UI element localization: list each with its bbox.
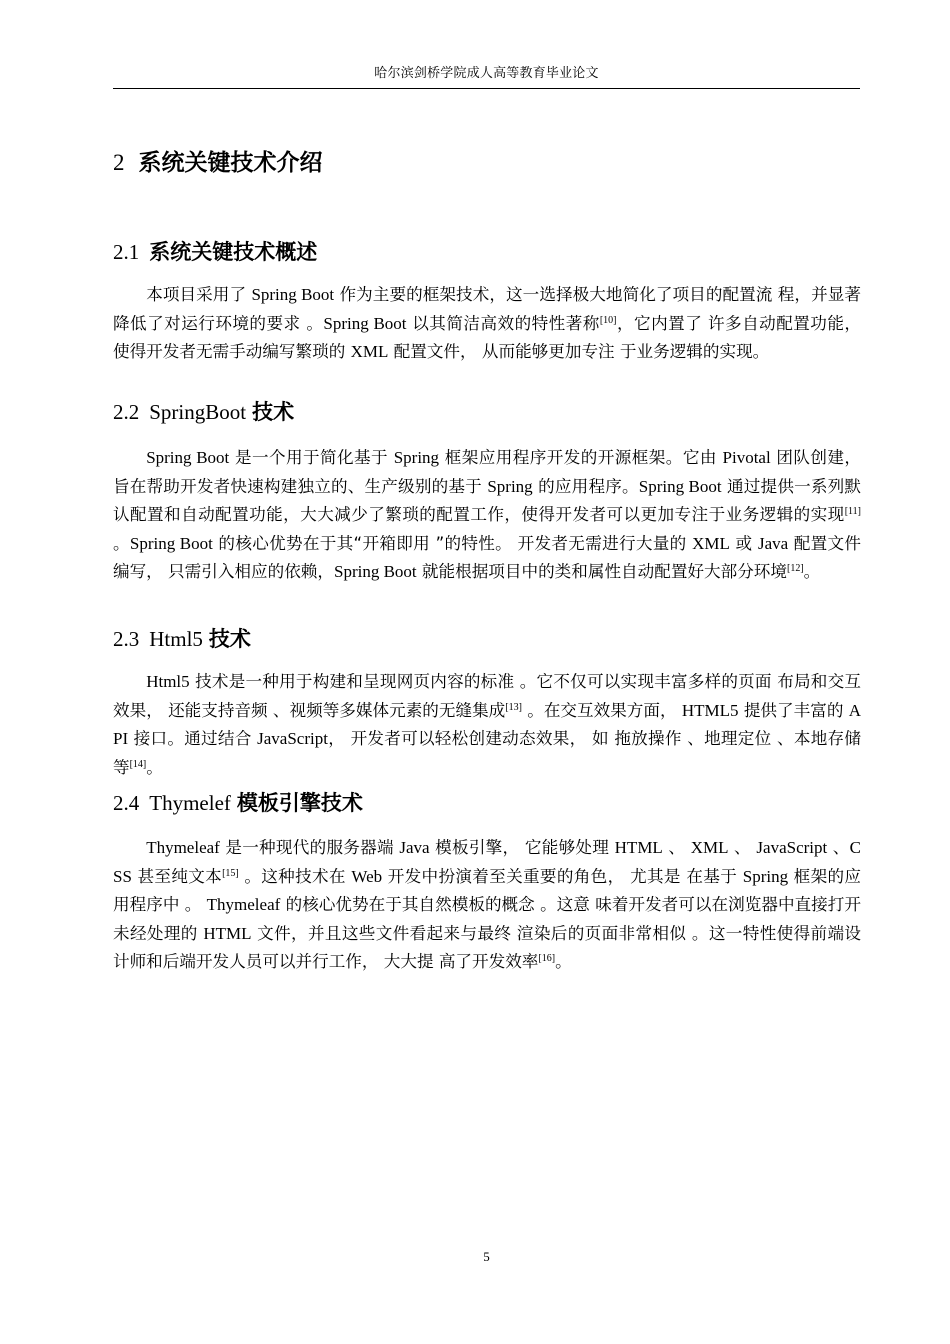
text-run: 的应用程序。 [532, 476, 639, 496]
text-run: 。 [113, 533, 130, 553]
text-run: 、 [827, 838, 850, 857]
paragraph-2-4 [113, 834, 861, 977]
latin-term: JavaScript [756, 838, 828, 857]
text-run: ， 开发者可以轻松创建动态效果， 如 拖放操作 、地理定位 、本地存储等 [113, 729, 861, 777]
text-run: 模板引擎， 它能够处理 [429, 838, 615, 857]
chapter-title [113, 147, 323, 179]
page-number: 5 [483, 1249, 490, 1264]
citation-ref: [12] [787, 563, 804, 575]
paragraph-2-1 [113, 281, 861, 367]
citation-ref: [13] [505, 701, 522, 713]
section-title-latin: SpringBoot [149, 400, 247, 424]
text-run: 或 [729, 533, 758, 553]
text-run: 技术是一种用于构建和呈现网页内容的标准 。它不仅可以实现丰富多样的页面 布局和交互效果， 还能支持音频 、视频等多媒体元素的无缝集成 [113, 672, 861, 720]
text-run: 就能根据项目中的类和属性自动配置好大部分环境 [416, 562, 787, 582]
latin-term: Web [351, 866, 383, 886]
citation-ref: [14] [129, 758, 147, 770]
text-run: 以其简洁高效的特性著称 [406, 313, 600, 333]
section-title: 技术 [208, 627, 251, 651]
citation-ref: [10] [599, 314, 617, 326]
paragraph-2-2 [113, 444, 861, 587]
latin-term: XML [350, 342, 389, 362]
text-run: 。这种技术在 [238, 866, 352, 886]
text-run: 框架应用程序开发的开源框架。它由 [439, 448, 723, 467]
latin-term: JavaScript [257, 729, 328, 749]
latin-term: Spring Boot [323, 313, 407, 333]
text-run: 。在交互效果方面， [521, 700, 682, 720]
section-title: 系统关键技术概述 [149, 240, 318, 264]
section-title-latin: Thymelef [149, 791, 231, 815]
latin-term: Spring Boot [129, 533, 213, 553]
text-run: 提供了丰富的 [738, 700, 849, 720]
text-run: 的核心优势在于其自然模板的概念 。这意 味着开发者可以在浏览器中直接打开未经处理的 [113, 895, 861, 943]
header-divider [113, 88, 860, 89]
text-run: 、 [662, 838, 691, 857]
text-run: 接口。通过结合 [128, 729, 258, 749]
section-number: 2.3 [113, 627, 140, 651]
section-title: 技术 [252, 400, 295, 424]
latin-term: XML [692, 533, 730, 553]
latin-term: HTML5 [681, 700, 739, 720]
text-run: 本项目采用了 [146, 285, 252, 304]
latin-term: Java [757, 533, 789, 553]
text-run: 。 [146, 757, 163, 777]
latin-term: Spring Boot [334, 562, 417, 582]
section-number: 2.2 [113, 400, 140, 424]
text-run: 、 [728, 838, 757, 857]
text-run: 配置文件编写， 只需引入相应的依赖， [113, 533, 862, 582]
page-header: 哈尔滨剑桥学院成人高等教育毕业论文 [374, 66, 599, 81]
text-run: 团队创建， 旨在帮助开发者快速构建独立的、生产级别的基于 [113, 448, 861, 496]
latin-term: Spring [742, 866, 789, 886]
latin-term: Spring [393, 448, 440, 467]
latin-term: Spring Boot [146, 448, 230, 467]
text-run: 。 [555, 952, 572, 972]
latin-term: Spring Boot [638, 476, 722, 496]
section-number: 2.1 [113, 240, 140, 264]
citation-ref: [11] [844, 506, 861, 518]
latin-term: HTML [203, 923, 252, 943]
citation-ref: [15] [222, 867, 239, 879]
section-heading-2-1 [113, 238, 317, 266]
text-run: 文件，并且这些文件看起来与最终 渲染后的页面非常相似 。这一特性使得前端设计师和后端开发人员可以并行工作， 大大提 高了开发效率 [113, 923, 861, 972]
latin-term: CSS [113, 838, 861, 886]
paragraph-2-3 [113, 668, 861, 782]
latin-term: Java [399, 838, 430, 857]
section-heading-2-4 [113, 789, 363, 817]
latin-term: HTML [614, 838, 663, 857]
text-run: 的核心优势在于其“开箱即用 ”的特性。 开发者无需进行大量的 [212, 533, 693, 553]
text-run: 。 [803, 562, 821, 582]
text-run: 通过提供一系列默认配置和自动配置功能，大大减少了繁琐的配置工作，使得开发者可以更加专注于业务逻辑的实现 [113, 476, 861, 525]
section-heading-2-2 [113, 398, 294, 426]
section-heading-2-3 [113, 625, 251, 653]
text-run: 框架的应用程序中 。 [113, 866, 861, 915]
latin-term: Pivotal [722, 448, 771, 467]
latin-term: Thymeleaf [146, 838, 220, 857]
latin-term: Html5 [146, 672, 190, 691]
section-number: 2.4 [113, 791, 140, 815]
text-run: 甚至纯文本 [131, 866, 223, 886]
latin-term: XML [690, 838, 729, 857]
text-run: 是一个用于简化基于 [229, 448, 394, 467]
section-title-latin: Html5 [149, 627, 203, 651]
section-title: 模板引擎技术 [236, 791, 363, 815]
text-run: 开发中扮演着至关重要的角色， 尤其是 在基于 [382, 866, 743, 886]
latin-term: Spring Boot [251, 285, 335, 304]
text-run: ，它内置了 许多自动配置功能， 使得开发者无需手动编写繁琐的 [113, 313, 862, 362]
chapter-title-text: 系统关键技术介绍 [138, 149, 323, 176]
latin-term: API [113, 700, 861, 749]
chapter-number: 2 [113, 150, 125, 175]
citation-ref: [16] [538, 953, 556, 965]
text-run: 配置文件， 从而能够更加专注 于业务逻辑的实现。 [388, 342, 770, 362]
latin-term: Spring [487, 476, 533, 496]
text-run: 作为主要的框架技术，这一选择极大地简化了项目的配置流 程，并显著降低了对运行环境的要求 。 [113, 285, 861, 333]
text-run: 是一种现代的服务器端 [219, 838, 400, 857]
latin-term: Thymeleaf [206, 895, 281, 915]
